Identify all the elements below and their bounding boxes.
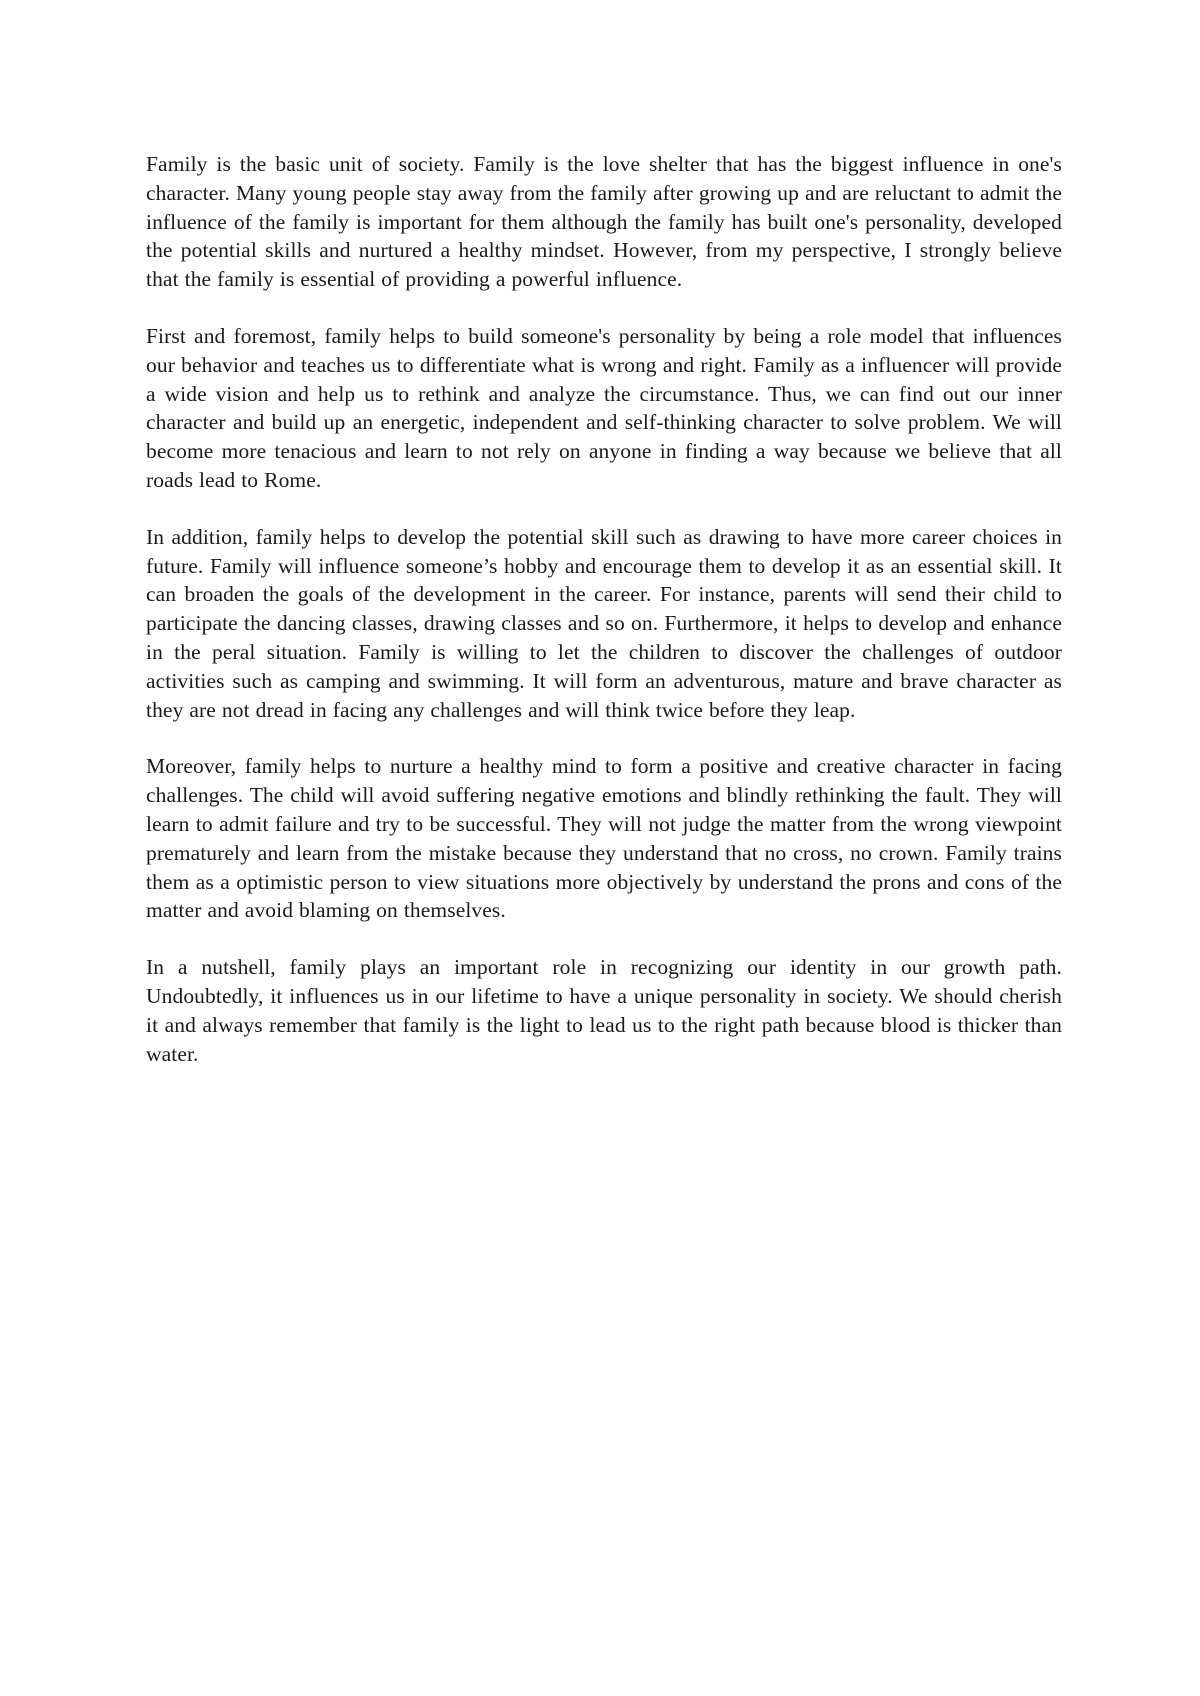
essay-body — [146, 150, 1062, 1068]
body-paragraph-mindset: Moreover, family helps to nurture a healthy mind to form a positive and creative character in facing challenges. The child will avoid suffering negative emotions and blindly rethinking the fault. They will learn to admit failure and try to be successful. They will not judge the matter from the wrong viewpoint prematurely and learn from the mistake because they understand that no cross, no crown. Family trains them as a optimistic person to view situations more objectively by understand the prons and cons of the matter and avoid blaming on themselves. — [146, 754, 1062, 923]
conclusion-paragraph: In a nutshell, family plays an important role in recognizing our identity in our growth path. Undoubtedly, it influences us in our lifetime to have a unique personality in society. We should cherish it and always remember that family is the light to lead us to the right path because blood is thicker than water. — [146, 955, 1062, 1066]
body-paragraph-skills: In addition, family helps to develop the potential skill such as drawing to have more career choices in future. Family will influence someone’s hobby and encourage them to develop it as an essential skill. It can broaden the goals of the development in the career. For instance, parents will send their child to participate the dancing classes, drawing classes and so on. Furthermore, it helps to develop and enhance in the peral situation. Family is willing to let the children to discover the challenges of outdoor activities such as camping and swimming. It will form an adventurous, mature and brave character as they are not dread in facing any challenges and will think twice before they leap. — [146, 524, 1062, 722]
introduction-paragraph: Family is the basic unit of society. Family is the love shelter that has the biggest influence in one's character. Many young people stay away from the family after growing up and are reluctant to admit the influence of the family is important for them although the family has built one's personality, developed the potential skills and nurtured a healthy mindset. However, from my perspective, I strongly believe that the family is essential of providing a powerful influence. — [146, 152, 1062, 292]
body-paragraph-personality: First and foremost, family helps to build someone's personality by being a role model that influences our behavior and teaches us to differentiate what is wrong and right. Family as a influencer will provide a wide vision and help us to rethink and analyze the circumstance. Thus, we can find out our inner character and build up an energetic, independent and self-thinking character to solve problem. We will become more tenacious and learn to not rely on anyone in finding a way because we believe that all roads lead to Rome. — [146, 323, 1062, 492]
